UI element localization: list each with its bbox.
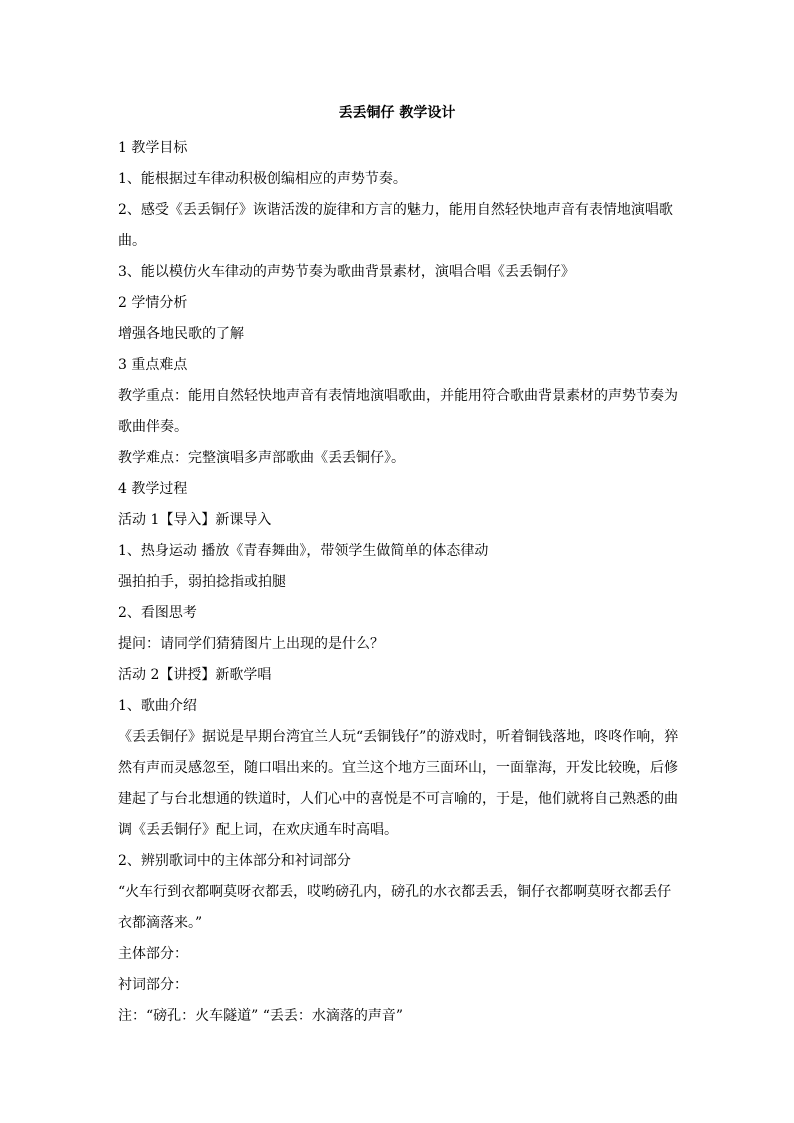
section-heading-goals: 1 教学目标: [118, 140, 188, 156]
note-text: 注：“磅孔：火车隧道” “丢丢：水滴落的声音”: [118, 1008, 404, 1024]
warmup-text: 1、热身运动 播放《青春舞曲》，带领学生做简单的体态律动: [118, 543, 489, 559]
filler-word-label: 衬词部分：: [118, 977, 188, 993]
lyrics-analysis-heading: 2、辨别歌词中的主体部分和衬词部分: [118, 853, 351, 869]
section-heading-analysis: 2 学情分析: [118, 295, 188, 311]
activity-2-heading: 活动 2【讲授】新歌学唱: [118, 667, 272, 683]
difficulty-text: 教学难点：完整演唱多声部歌曲《丢丢铜仔》。: [118, 450, 405, 466]
goal-item-3: 3、能以模仿火车律动的声势节奏为歌曲背景素材，演唱合唱《丢丢铜仔》: [118, 264, 575, 280]
song-intro-heading: 1、歌曲介绍: [118, 698, 197, 714]
section-heading-process: 4 教学过程: [118, 481, 188, 497]
question-text: 提问：请同学们猜猜图片上出现的是什么？: [118, 636, 384, 652]
activity-1-heading: 活动 1【导入】新课导入: [118, 512, 272, 528]
key-point-text: 教学重点：能用自然轻快地声音有表情地演唱歌曲，并能用符合歌曲背景素材的声势节奏为歌曲伴奏。: [118, 388, 678, 435]
lyrics-quote: “火车行到衣都啊莫呀衣都丢，哎哟磅孔内，磅孔的水衣都丢丢，铜仔衣都啊莫呀衣都丢仔衣都滴落来。”: [118, 884, 672, 931]
song-intro-text: 《丢丢铜仔》据说是早期台湾宜兰人玩“丢铜钱仔”的游戏时，听着铜钱落地，咚咚作响，猝然有声而灵感忽至，随口唱出来的。宜兰这个地方三面环山，一面靠海，开发比较晚，后修建起了与台北想通的铁道时，人们心中的喜悦是不可言喻的，于是，他们就将自己熟悉的曲调《丢丢铜仔》配上词，在欢庆通车时高唱。: [118, 729, 679, 838]
goal-item-1: 1、能根据过车律动积极创编相应的声势节奏。: [118, 171, 407, 187]
analysis-text: 增强各地民歌的了解: [118, 326, 244, 342]
document-body: [118, 133, 680, 1032]
picture-thinking-heading: 2、看图思考: [118, 605, 197, 621]
document-title: 丢丢铜仔 教学设计: [338, 105, 456, 121]
section-heading-key-points: 3 重点难点: [118, 357, 188, 373]
goal-item-2: 2、感受《丢丢铜仔》诙谐活泼的旋律和方言的魅力，能用自然轻快地声音有表情地演唱歌曲。: [118, 202, 673, 249]
main-part-label: 主体部分：: [118, 946, 188, 962]
warmup-detail: 强拍拍手，弱拍捻指或拍腿: [118, 574, 286, 590]
